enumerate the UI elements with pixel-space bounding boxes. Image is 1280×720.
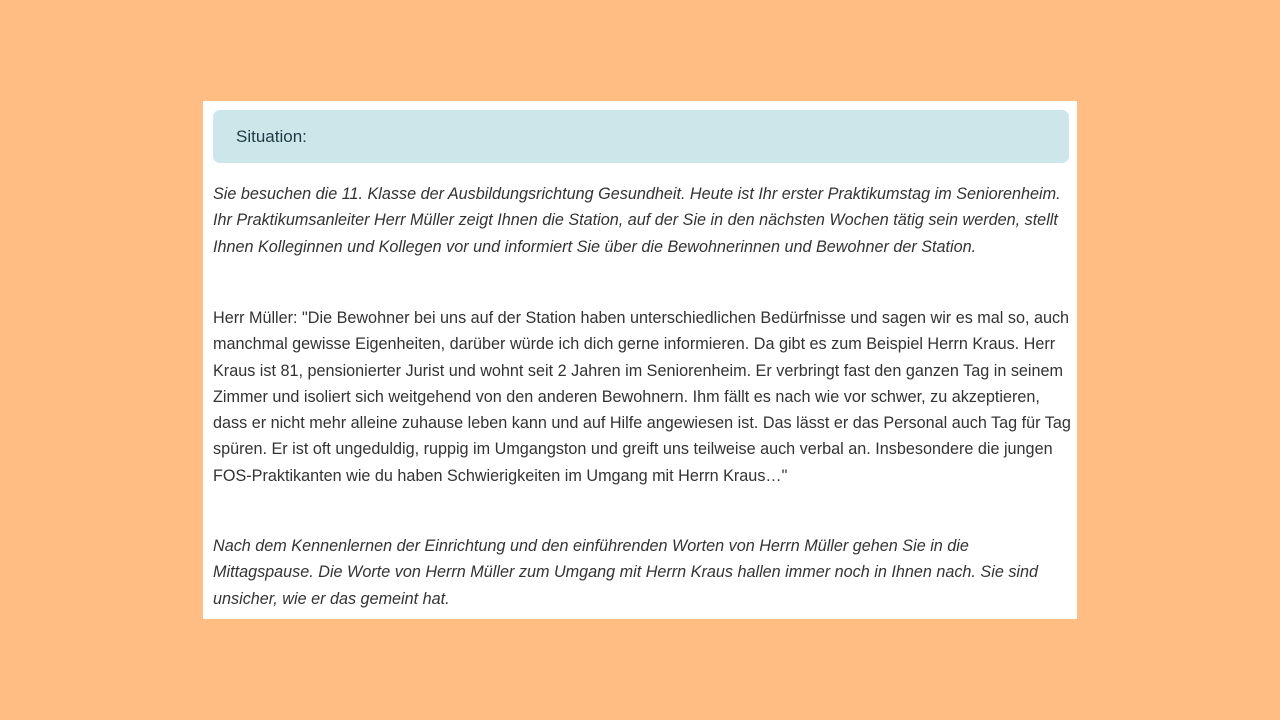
intro-paragraph: Sie besuchen die 11. Klasse der Ausbildungsrichtung Gesundheit. Heute ist Ihr erster Praktikumstag im Seniorenheim. Ihr Praktikumsanleiter Herr Müller zeigt Ihnen die Station, auf der Sie in den nächsten Wochen tätig sein werden, stellt Ihnen Kolleginnen und Kollegen vor und informiert Sie über die Bewohnerinnen und Bewohner der Station. [213,185,1061,256]
situation-card [203,101,1077,619]
situation-title: Situation: [236,127,307,146]
quote-paragraph: Herr Müller: "Die Bewohner bei uns auf der Station haben unterschiedlichen Bedürfnisse und sagen wir es mal so, auch manchmal gewisse Eigenheiten, darüber würde ich dich gerne informieren. Da gibt es zum Beispiel Herrn Kraus. Herr Kraus ist 81, pensionierter Jurist und wohnt seit 2 Jahren im Seniorenheim. Er verbringt fast den ganzen Tag in seinem Zimmer und isoliert sich weitgehend von den anderen Bewohnern. Ihm fällt es nach wie vor schwer, zu akzeptieren, dass er nicht mehr alleine zuhause leben kann und auf Hilfe angewiesen ist. Das lässt er das Personal auch Tag für Tag spüren. Er ist oft ungeduldig, ruppig im Umgangston und greift uns teilweise auch verbal an. Insbesondere die jungen FOS-Praktikanten wie du haben Schwierigkeiten im Umgang mit Herrn Kraus…" [213,309,1071,485]
outro-paragraph: Nach dem Kennenlernen der Einrichtung und den einführenden Worten von Herrn Müller gehen Sie in die Mittagspause. Die Worte von Herrn Müller zum Umgang mit Herrn Kraus hallen immer noch in Ihnen nach. Sie sind unsicher, wie er das gemeint hat. [213,537,1039,608]
situation-header [213,110,1069,163]
